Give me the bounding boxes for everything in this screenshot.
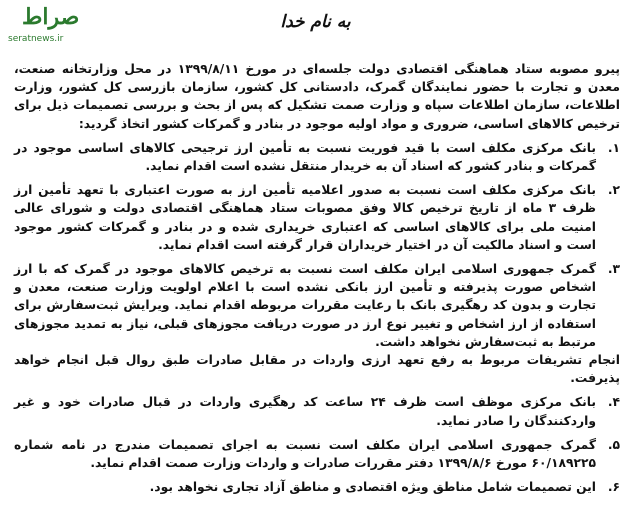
list-item — [14, 478, 620, 496]
item-text: بانک مرکزی موظف است ظرف ۲۴ ساعت کد رهگیری واردات در قبال صادرات خود و غیر واردکنندگان را صادر نماید. — [14, 395, 597, 428]
item-text: بانک مرکزی مکلف است نسبت به صدور اعلامیه تأمین ارز به صورت اعتباری با تعهد تأمین ارز ظرف ۳ ماه از تاریخ ترخیص کالا وفق مصوبات ستاد هماهنگی اقتصادی دولت و شورای عالی امنیت ملی برای کالاهای اساسی که اعتباری خریداری شده و در بنادر و گمرکات کشور موجود است و اسناد مالکیت آن در اختیار خریداران قرار گرفته است اقدام نماید. — [14, 183, 596, 252]
list-item — [14, 181, 620, 254]
item-number: ۱. — [607, 140, 620, 155]
list-item — [14, 393, 620, 429]
item-number: ۵. — [607, 437, 620, 452]
note-paragraph: انجام تشریفات مربوط به رفع تعهد ارزی واردات در مقابل صادرات طبق روال قبل انجام خواهد پذیرفت. — [14, 353, 620, 386]
item-text: گمرک جمهوری اسلامی ایران مکلف است نسبت به ترخیص کالاهای موجود در گمرک که با ارز اشخاص صورت پذیرفته و تأمین ارز بانکی نشده است با اعلام اولویت وزارت صنعت، معدن و تجارت و بدون کد رهگیری بانک با رعایت مقررات مربوطه اقدام نماید. ویرایش ثبت‌سفارش برای استفاده از ارز اشخاص و تغییر نوع ارز در صورت دریافت مجوزهای قبلی، نیاز به تمدید مجوزهای مرتبط به ثبت‌سفارش نخواهد داشت. — [14, 262, 596, 349]
document-heading: به نام خدا — [280, 12, 351, 32]
list-item — [14, 436, 620, 472]
logo-mark: صراط — [22, 4, 80, 30]
item-number: ۲. — [607, 183, 620, 198]
item-number: ۶. — [607, 480, 620, 495]
document-body — [14, 60, 620, 496]
list-item — [14, 260, 620, 351]
item-text: گمرک جمهوری اسلامی ایران مکلف است نسبت به اجرای تصمیمات مندرج در نامه شماره ۶۰/۱۸۹۲۲۵ مورخ ۱۳۹۹/۸/۶ دفتر مقررات صادرات و واردات وزارت صمت اقدام نماید. — [14, 437, 596, 471]
logo-site-url: seratnews.ir — [8, 34, 64, 44]
item-text: این تصمیمات شامل مناطق ویژه اقتصادی و مناطق آزاد تجاری نخواهد بود. — [149, 480, 596, 495]
item-number: ۳. — [607, 262, 620, 277]
item-number: ۴. — [607, 395, 620, 410]
intro-paragraph: پیرو مصوبه ستاد هماهنگی اقتصادی دولت جلسه‌ای در مورخ ۱۳۹۹/۸/۱۱ در محل وزارتخانه صنعت، معدن و تجارت با حضور نمایندگان گمرک، دادستانی کل کشور، سازمان بازرسی کل کشور، وزارت اطلاعات، سازمان اطلاعات سپاه و وزارت صمت تشکیل که پس از بحث و بررسی تصمیمات ذیل برای ترخیص کالاهای اساسی، ضروری و مواد اولیه موجود در بنادر و گمرکات کشور اتخاذ گردید: — [14, 62, 620, 131]
list-item — [14, 139, 620, 175]
item-text: بانک مرکزی مکلف است با قید فوریت نسبت به تأمین ارز ترجیحی کالاهای اساسی موجود در گمرکات و بنادر کشور که اسناد آن به خریدار منتقل نشده است اقدام نماید. — [14, 140, 596, 174]
